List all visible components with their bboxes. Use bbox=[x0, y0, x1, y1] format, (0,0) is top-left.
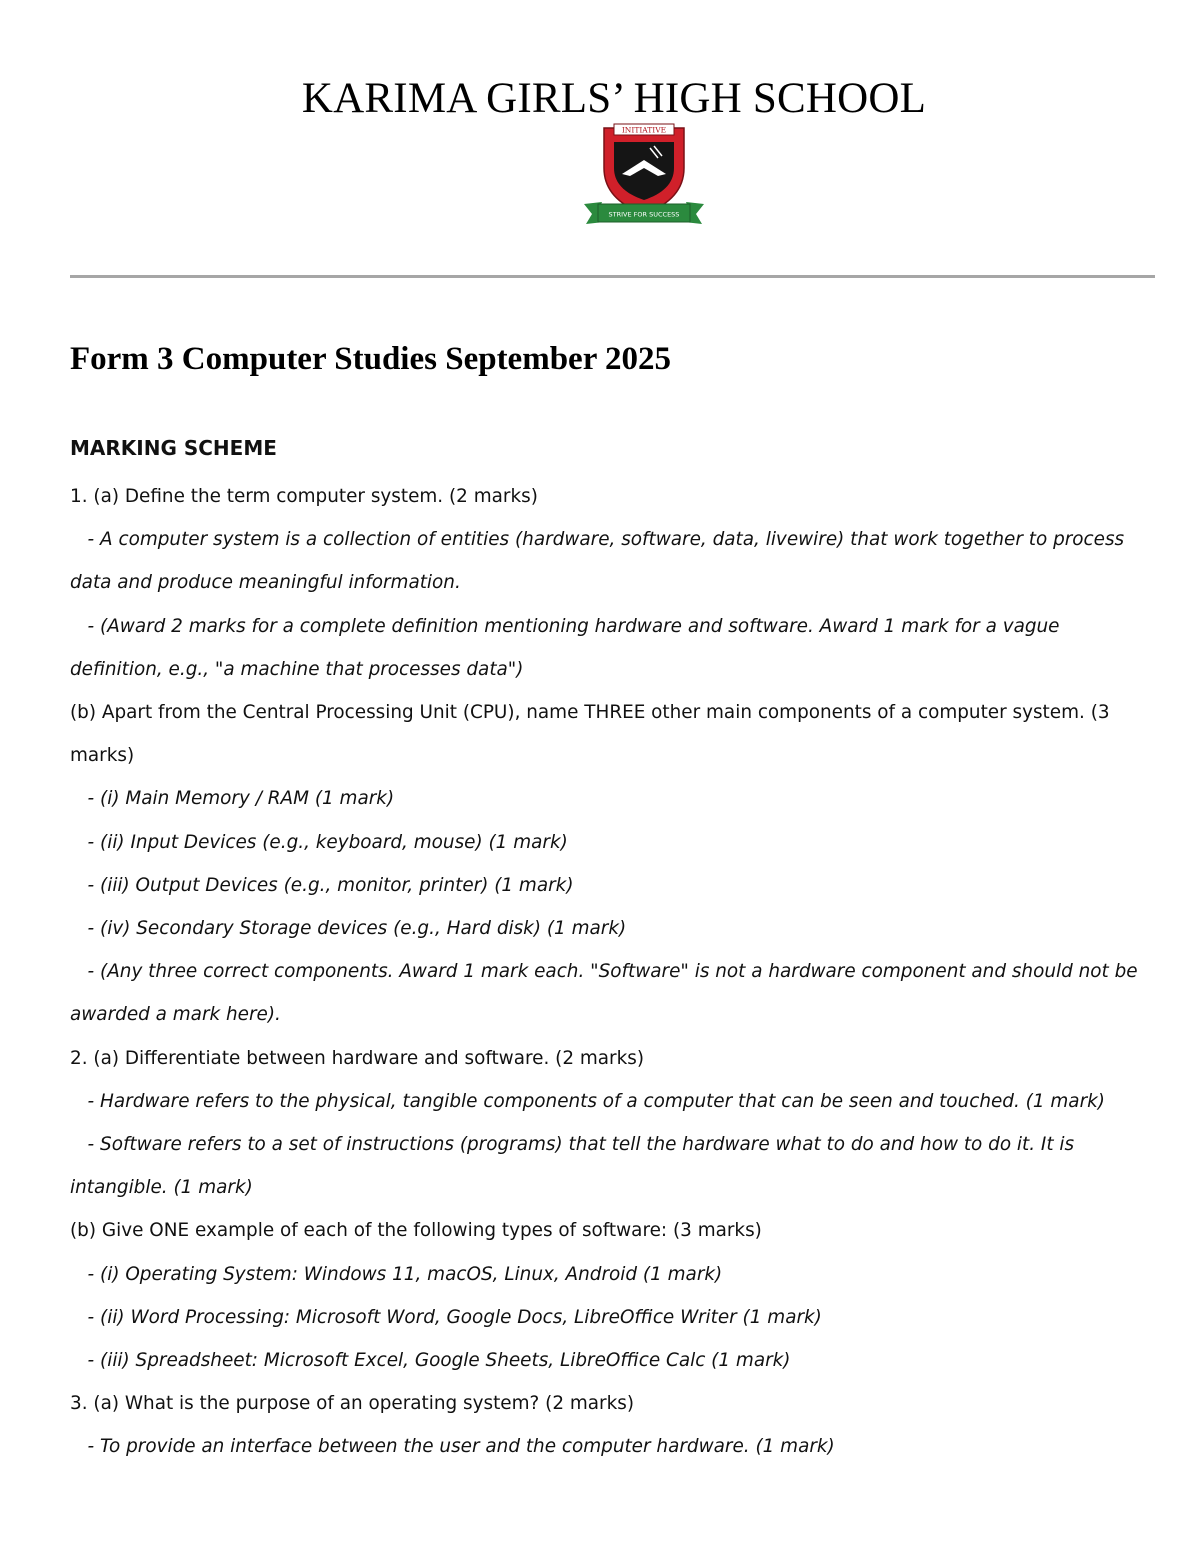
answer-line: - (Award 2 marks for a complete definition mentioning hardware and software. Award 1 mark for a vague definition, e.g., "a machine that processes data") bbox=[70, 615, 1060, 680]
crest-shield bbox=[604, 125, 684, 214]
answer-line: - (Any three correct components. Award 1 mark each. "Software" is not a hardware component and should not be awarded a mark here). bbox=[70, 961, 1138, 1026]
answer-line: - To provide an interface between the user and the computer hardware. (1 mark) bbox=[87, 1436, 835, 1458]
answer-line: - (ii) Input Devices (e.g., keyboard, mouse) (1 mark) bbox=[87, 831, 568, 853]
crest-top-banner bbox=[614, 124, 674, 135]
question-line: 1. (a) Define the term computer system. (2 marks) bbox=[70, 486, 538, 507]
school-crest-logo bbox=[578, 122, 710, 232]
answer-line: - (ii) Word Processing: Microsoft Word, Google Docs, LibreOffice Writer (1 mark) bbox=[87, 1306, 822, 1328]
marking-scheme-body bbox=[70, 475, 1155, 1469]
crest-ribbon bbox=[584, 202, 704, 224]
crest-motto-top: INITIATIVE bbox=[621, 125, 667, 135]
crest-motto-ribbon: STRIVE FOR SUCCESS bbox=[608, 210, 680, 219]
question-line: 2. (a) Differentiate between hardware and software. (2 marks) bbox=[70, 1047, 645, 1069]
question-line: 3. (a) What is the purpose of an operating system? (2 marks) bbox=[70, 1393, 635, 1415]
school-name: KARIMA GIRLS’ HIGH SCHOOL bbox=[301, 75, 927, 122]
answer-line: - Hardware refers to the physical, tangible components of a computer that can be seen and touched. (1 mark) bbox=[87, 1090, 1105, 1112]
answer-line: - A computer system is a collection of entities (hardware, software, data, livewire) that work together to process data and produce meaningful information. bbox=[70, 529, 1125, 594]
answer-line: - (iii) Spreadsheet: Microsoft Excel, Google Sheets, LibreOffice Calc (1 mark) bbox=[87, 1350, 791, 1372]
answer-line: - (iii) Output Devices (e.g., monitor, printer) (1 mark) bbox=[87, 874, 574, 896]
question-line: (b) Apart from the Central Processing Unit (CPU), name THREE other main components of a computer system. (3 marks) bbox=[70, 702, 1110, 767]
marking-scheme-heading: MARKING SCHEME bbox=[70, 436, 277, 460]
answer-line: - (i) Operating System: Windows 11, macOS, Linux, Android (1 mark) bbox=[87, 1263, 723, 1285]
answer-line: - (iv) Secondary Storage devices (e.g., Hard disk) (1 mark) bbox=[87, 918, 627, 940]
header-divider bbox=[70, 275, 1155, 278]
document-title: Form 3 Computer Studies September 2025 bbox=[70, 341, 671, 377]
answer-line: - (i) Main Memory / RAM (1 mark) bbox=[87, 788, 395, 810]
answer-line: - Software refers to a set of instructions (programs) that tell the hardware what to do and how to do it. It is intangible. (1 mark) bbox=[70, 1134, 1075, 1199]
question-line: (b) Give ONE example of each of the following types of software: (3 marks) bbox=[70, 1220, 762, 1242]
